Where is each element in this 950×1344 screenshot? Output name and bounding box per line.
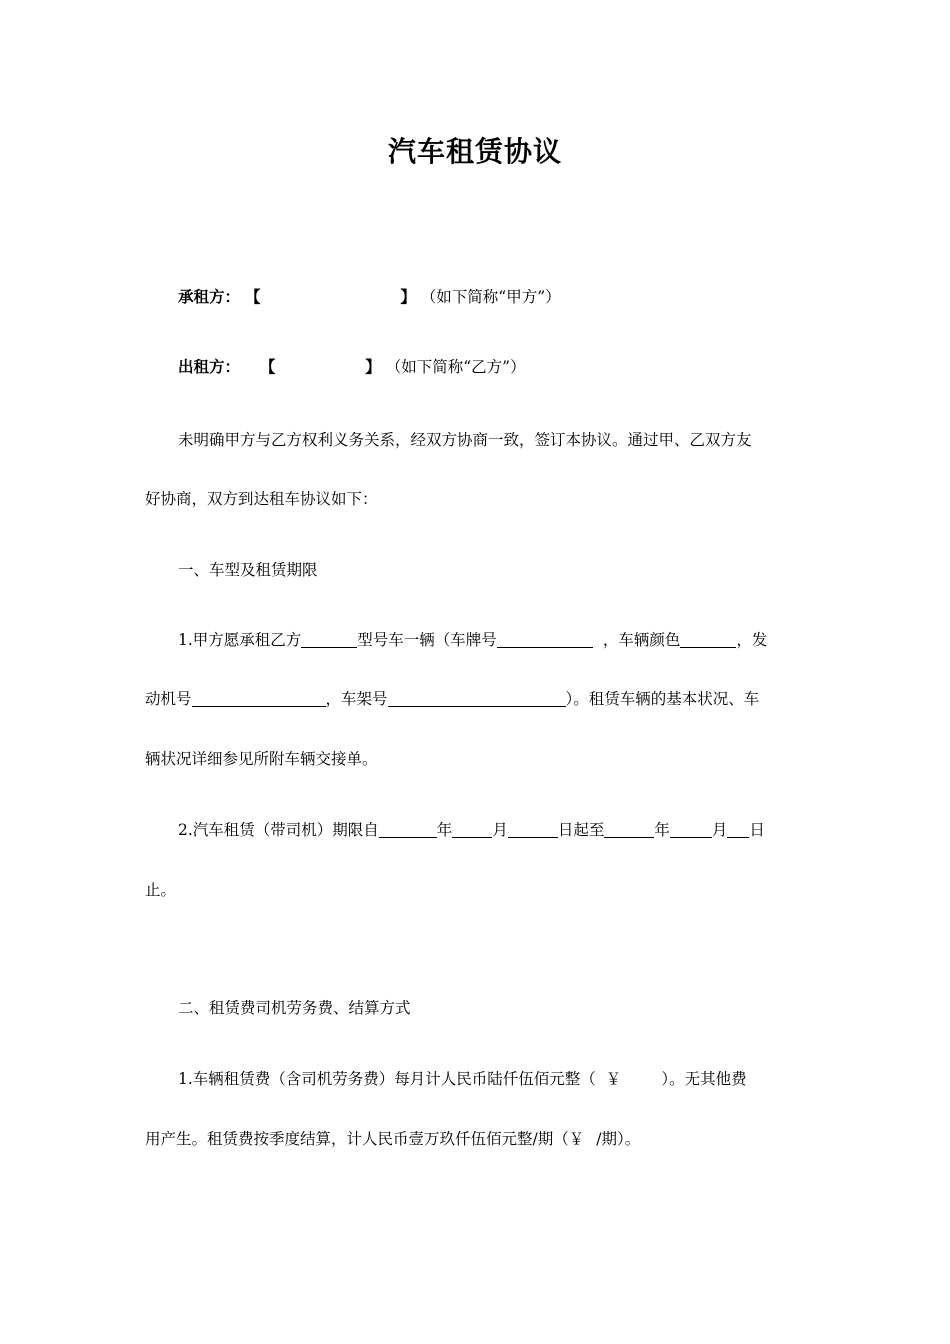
engine-number-blank[interactable] xyxy=(192,689,326,707)
s2p1-text-b: ）。无其他费 xyxy=(661,1070,747,1088)
s2p1-text-c: 用产生。租赁费按季度结算，计人民币壹万玖仟伍佰元整/期（￥ xyxy=(145,1130,585,1148)
lessee-line xyxy=(178,286,838,308)
car-model-blank[interactable] xyxy=(301,630,357,648)
start-month-blank[interactable] xyxy=(452,820,492,838)
s1p1-text-d: ，发 xyxy=(736,631,768,649)
lessor-label: 出租方： xyxy=(178,357,241,376)
s1p2-day-1: 日起至 xyxy=(557,821,605,839)
section-1-heading: 一、车型及租赁期限 xyxy=(178,561,318,579)
car-color-blank[interactable] xyxy=(680,630,736,648)
s2-p1-line-1 xyxy=(178,1068,838,1090)
lessor-bracket-close: 】 xyxy=(365,357,381,376)
lessee-bracket-open: 【 xyxy=(244,287,261,306)
s2-p1-line-2 xyxy=(145,1128,805,1150)
s1p1-text-a: 1.甲方愿承租乙方 xyxy=(178,631,302,649)
intro-line-1: 未明确甲方与乙方权利义务关系，经双方协商一致，签订本协议。通过甲、乙双方友 xyxy=(178,431,752,449)
s2p1-text-a: 1.车辆租赁费（含司机劳务费）每月计人民币陆仟伍佰元整（ xyxy=(178,1070,596,1088)
lessor-note: （如下简称“乙方”） xyxy=(385,358,526,376)
start-day-blank[interactable] xyxy=(508,820,558,838)
s1p1-text-e: 动机号 xyxy=(145,690,192,708)
lessor-bracket-open: 【 xyxy=(259,357,276,376)
lessee-note: （如下简称“甲方”） xyxy=(420,288,561,306)
s1-p1-line-1 xyxy=(178,629,838,651)
s1-p2-line-2: 止。 xyxy=(145,881,177,899)
end-month-blank[interactable] xyxy=(670,820,712,838)
s1p1-text-c: ，车辆颜色 xyxy=(602,631,681,649)
lessee-bracket-close: 】 xyxy=(400,287,416,306)
s1p2-day-2: 日 xyxy=(749,821,765,839)
s1p2-year-2: 年 xyxy=(654,821,670,839)
s2p1-text-d: /期）。 xyxy=(596,1130,641,1148)
lessee-label: 承租方： xyxy=(178,287,241,306)
start-year-blank[interactable] xyxy=(379,820,437,838)
frame-number-blank[interactable] xyxy=(388,689,566,707)
section-2-heading: 二、租赁费司机劳务费、结算方式 xyxy=(178,999,411,1017)
s1p1-text-f: ，车架号 xyxy=(325,690,388,708)
s1p2-month-1: 月 xyxy=(492,821,508,839)
s2p1-yen: ￥ xyxy=(605,1070,622,1088)
s1-p1-line-2 xyxy=(145,688,805,710)
plate-number-blank[interactable] xyxy=(497,630,593,648)
s1p2-year-1: 年 xyxy=(436,821,453,839)
s1p2-text-a: 2.汽车租赁（带司机）期限自 xyxy=(178,821,379,839)
end-day-blank[interactable] xyxy=(727,820,749,838)
s1p1-text-b: 型号车一辆（车牌号 xyxy=(357,631,497,649)
end-year-blank[interactable] xyxy=(604,820,654,838)
s1-p2-line-1 xyxy=(178,819,838,841)
s1p1-text-g: ）。租赁车辆的基本状况、车 xyxy=(565,690,760,708)
s1-p1-line-3: 辆状况详细参见所附车辆交接单。 xyxy=(145,750,378,768)
s1p2-month-2: 月 xyxy=(711,821,728,839)
lessor-line xyxy=(178,356,838,378)
intro-line-2: 好协商，双方到达租车协议如下： xyxy=(145,490,378,508)
page-title: 汽车租赁协议 xyxy=(387,135,562,168)
